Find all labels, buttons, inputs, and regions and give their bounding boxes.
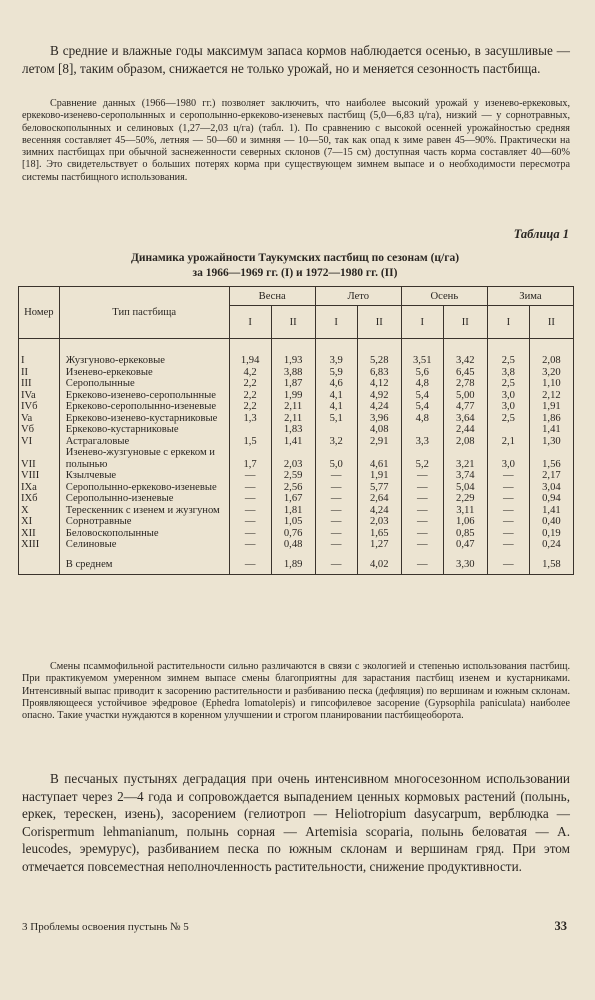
yield-value-cell: 4,08 xyxy=(357,424,401,436)
table-title xyxy=(30,251,560,281)
yield-value-cell: 2,2 xyxy=(229,378,271,390)
row-number: XI xyxy=(19,516,60,528)
yield-table xyxy=(18,286,574,575)
pasture-type-cell: Беловоскополынные xyxy=(59,528,229,540)
yield-value-cell: — xyxy=(401,551,443,575)
pasture-type-cell: Серополынно-изеневые xyxy=(59,493,229,505)
yield-value-cell: 0,40 xyxy=(529,516,573,528)
yield-value-cell: — xyxy=(229,470,271,482)
yield-value-cell: 0,24 xyxy=(529,539,573,551)
header-season-summer: Лето xyxy=(315,287,401,306)
yield-value-cell: 1,91 xyxy=(529,401,573,413)
yield-value-cell: 1,86 xyxy=(529,413,573,425)
yield-value-cell: 2,91 xyxy=(357,436,401,448)
yield-value-cell: — xyxy=(401,493,443,505)
yield-value-cell: 2,08 xyxy=(529,339,573,367)
yield-value-cell: 2,03 xyxy=(357,516,401,528)
pasture-type-cell: Изенево-еркековые xyxy=(59,367,229,379)
header-period: I xyxy=(315,306,357,339)
yield-value-cell: 5,77 xyxy=(357,482,401,494)
table-title-line2: за 1966—1969 гг. (I) и 1972—1980 гг. (II) xyxy=(192,267,398,279)
yield-value-cell: 3,04 xyxy=(529,482,573,494)
yield-value-cell: 1,58 xyxy=(529,551,573,575)
yield-value-cell: 0,19 xyxy=(529,528,573,540)
row-number: III xyxy=(19,378,60,390)
yield-value-cell: 1,41 xyxy=(271,436,315,448)
yield-value-cell: 1,10 xyxy=(529,378,573,390)
yield-value-cell: 1,27 xyxy=(357,539,401,551)
yield-value-cell: 1,87 xyxy=(271,378,315,390)
yield-value-cell: 1,06 xyxy=(443,516,487,528)
pasture-type-cell: Изенево-жузгуновые с еркеком и полынью xyxy=(59,447,229,470)
table-row xyxy=(19,436,574,448)
pasture-type-cell: Кзылчевые xyxy=(59,470,229,482)
header-period: II xyxy=(271,306,315,339)
page-number: 33 xyxy=(554,919,567,933)
yield-value-cell: — xyxy=(401,505,443,517)
yield-value-cell: 3,42 xyxy=(443,339,487,367)
row-number: VI xyxy=(19,436,60,448)
table-row xyxy=(19,482,574,494)
row-number: VII xyxy=(19,447,60,470)
yield-value-cell: 5,28 xyxy=(357,339,401,367)
yield-value-cell: — xyxy=(487,470,529,482)
header-period: II xyxy=(529,306,573,339)
row-number: XIII xyxy=(19,539,60,551)
row-number: IVa xyxy=(19,390,60,402)
yield-value-cell: 1,3 xyxy=(229,413,271,425)
yield-value-cell: 2,2 xyxy=(229,390,271,402)
yield-value-cell: 1,65 xyxy=(357,528,401,540)
yield-value-cell: — xyxy=(487,551,529,575)
pasture-type-cell: Терескенник с изенем и жузгуном xyxy=(59,505,229,517)
yield-value-cell: 4,6 xyxy=(315,378,357,390)
yield-value-cell xyxy=(401,424,443,436)
yield-value-cell: — xyxy=(401,516,443,528)
yield-value-cell: 3,9 xyxy=(315,339,357,367)
yield-value-cell: — xyxy=(401,539,443,551)
yield-value-cell: 2,56 xyxy=(271,482,315,494)
header-period: I xyxy=(487,306,529,339)
yield-value-cell: — xyxy=(487,539,529,551)
pasture-type-cell: Еркеково-кустарниковые xyxy=(59,424,229,436)
yield-value-cell: 4,24 xyxy=(357,505,401,517)
paragraph-seasonality: В средние и влажные годы максимум запаса кормов наблюдается осенью, в засушливые — летом [8], таким образом, снижается не только урожай, но и меняется сезонность пастбища. xyxy=(22,43,570,76)
table-row xyxy=(19,339,574,367)
pasture-type-cell: Серополынно-еркеково-изеневые xyxy=(59,482,229,494)
yield-value-cell: 4,02 xyxy=(357,551,401,575)
yield-value-cell: 3,0 xyxy=(487,401,529,413)
yield-value-cell: — xyxy=(315,528,357,540)
yield-value-cell: 1,83 xyxy=(271,424,315,436)
yield-value-cell: 3,0 xyxy=(487,447,529,470)
yield-value-cell: — xyxy=(229,516,271,528)
yield-value-cell: 2,78 xyxy=(443,378,487,390)
header-period: II xyxy=(443,306,487,339)
header-period: II xyxy=(357,306,401,339)
yield-value-cell: 3,74 xyxy=(443,470,487,482)
table-row xyxy=(19,401,574,413)
yield-value-cell: 3,88 xyxy=(271,367,315,379)
yield-value-cell: 3,64 xyxy=(443,413,487,425)
pasture-type-cell: Еркеково-серополынно-изеневые xyxy=(59,401,229,413)
table-row xyxy=(19,505,574,517)
yield-value-cell: 2,29 xyxy=(443,493,487,505)
yield-value-cell xyxy=(229,424,271,436)
yield-value-cell: 1,5 xyxy=(229,436,271,448)
pasture-type-cell: В среднем xyxy=(59,551,229,575)
yield-value-cell: — xyxy=(487,505,529,517)
yield-value-cell: 1,91 xyxy=(357,470,401,482)
row-number: XII xyxy=(19,528,60,540)
yield-value-cell: — xyxy=(315,516,357,528)
row-number: VIII xyxy=(19,470,60,482)
table-row xyxy=(19,367,574,379)
yield-value-cell: 0,94 xyxy=(529,493,573,505)
table-row xyxy=(19,528,574,540)
yield-value-cell: 4,77 xyxy=(443,401,487,413)
yield-value-cell: — xyxy=(401,528,443,540)
header-number: Номер xyxy=(19,287,60,339)
yield-value-cell: 3,20 xyxy=(529,367,573,379)
header-period: I xyxy=(401,306,443,339)
yield-value-cell: 1,89 xyxy=(271,551,315,575)
paragraph-yield-comparison: Сравнение данных (1966—1980 гг.) позволяет заключить, что наиболее высокий урожай у изенево-еркековых, еркеково-изенево-серополынных и серополынно-еркеково-изеневых пастбищ (5,0—6,83 ц/га), низкий — у сорнотравных, беловоскополынных и селиновых (1,27—2,03 ц/га) (табл. 1). По сравнению с высокой осенней урожайностью средняя весенняя составляет 45—50%, летняя — 50—60 и зимняя — 10—50, так как опад к зиме равен 45—90%. Практически на зимних пастбищах при обычной заснеженности северных склонов (7—15 см) доступная часть корма составляет 40—60% [18]. Это свидетельствует о больших потерях корма при существующем зимнем выпасе и о необходимости пересмотра системы пастбищного использования. xyxy=(22,98,570,183)
yield-value-cell: 6,45 xyxy=(443,367,487,379)
header-season-spring: Весна xyxy=(229,287,315,306)
row-number: Va xyxy=(19,413,60,425)
yield-value-cell: 2,5 xyxy=(487,339,529,367)
table-label: Таблица 1 xyxy=(513,227,569,241)
table-row xyxy=(19,493,574,505)
yield-value-cell: 0,85 xyxy=(443,528,487,540)
yield-value-cell: — xyxy=(229,539,271,551)
row-number: IXa xyxy=(19,482,60,494)
yield-value-cell: 5,6 xyxy=(401,367,443,379)
yield-value-cell: 4,92 xyxy=(357,390,401,402)
yield-value-cell: — xyxy=(229,493,271,505)
table-row xyxy=(19,413,574,425)
yield-value-cell: 0,47 xyxy=(443,539,487,551)
yield-value-cell: — xyxy=(315,493,357,505)
yield-value-cell: — xyxy=(229,505,271,517)
row-number: IVб xyxy=(19,401,60,413)
yield-value-cell: 2,17 xyxy=(529,470,573,482)
yield-value-cell: — xyxy=(487,493,529,505)
yield-value-cell: — xyxy=(315,505,357,517)
yield-value-cell: — xyxy=(315,470,357,482)
yield-value-cell: — xyxy=(229,551,271,575)
table-header-row-1 xyxy=(19,287,574,306)
yield-value-cell: — xyxy=(315,539,357,551)
header-pasture-type: Тип пастбища xyxy=(59,287,229,339)
yield-value-cell: 5,9 xyxy=(315,367,357,379)
paragraph-degradation: В песчаных пустынях деградация при очень интенсивном многосезонном использовании наступает через 2—4 года и сопровождается выпадением ценных кормовых растений (полынь, еркек, терескен, изень), засорением (гелиотроп — Heliotropium dasycarpum, верблюдка — Corispermum lehmanianum, полынь сорная — Artemisia scoparia, полынь беловатая — A. leucodes, эремурус), разбиванием песка по южным склонам и вершинам гряд. При этом отмечается повсеместная неполночленность растительности, снижение продуктивности. xyxy=(22,771,570,874)
yield-value-cell: 5,4 xyxy=(401,390,443,402)
table-title-line1: Динамика урожайности Таукумских пастбищ по сезонам (ц/га) xyxy=(130,252,460,264)
yield-value-cell: 3,2 xyxy=(315,436,357,448)
yield-value-cell: 0,48 xyxy=(271,539,315,551)
yield-value-cell: 3,51 xyxy=(401,339,443,367)
pasture-type-cell: Серополынные xyxy=(59,378,229,390)
yield-value-cell xyxy=(315,424,357,436)
yield-value-cell: 1,81 xyxy=(271,505,315,517)
yield-value-cell: 0,76 xyxy=(271,528,315,540)
yield-value-cell: 5,04 xyxy=(443,482,487,494)
table-row xyxy=(19,539,574,551)
table-row xyxy=(19,470,574,482)
yield-value-cell: 4,8 xyxy=(401,378,443,390)
header-period: I xyxy=(229,306,271,339)
yield-value-cell: 1,05 xyxy=(271,516,315,528)
yield-value-cell: — xyxy=(401,482,443,494)
row-number: II xyxy=(19,367,60,379)
yield-value-cell: 4,61 xyxy=(357,447,401,470)
table-row xyxy=(19,516,574,528)
yield-value-cell: 2,11 xyxy=(271,413,315,425)
yield-value-cell: 3,30 xyxy=(443,551,487,575)
yield-value-cell: 3,96 xyxy=(357,413,401,425)
yield-value-cell: 1,41 xyxy=(529,505,573,517)
yield-value-cell: 4,2 xyxy=(229,367,271,379)
yield-value-cell: — xyxy=(401,470,443,482)
yield-value-cell: 1,41 xyxy=(529,424,573,436)
header-season-winter: Зима xyxy=(487,287,573,306)
yield-value-cell: 4,8 xyxy=(401,413,443,425)
paragraph-vegetation-changes: Смены псаммофильной растительности сильно различаются в связи с экологией и степенью использования пастбищ. При практикуемом умеренном зимнем выпасе смены благоприятны для зарастания пастбищ изенем и кустарниками. Интенсивный выпас приводит к засорению растительности и разбиванию песка (дефляция) по вершинам и южным склонам. Проявляющееся устойчивое эфедровое (Ephedra lomatolepis) и гипсофилевое засорение (Gypsophila paniculata) наиболее опасно. Такие участки нуждаются в коренном улучшении и строгом планировании пастбищеоборота. xyxy=(22,661,570,722)
yield-value-cell: 2,12 xyxy=(529,390,573,402)
yield-value-cell: 2,64 xyxy=(357,493,401,505)
yield-value-cell: 2,2 xyxy=(229,401,271,413)
yield-value-cell: 3,11 xyxy=(443,505,487,517)
yield-value-cell: — xyxy=(487,516,529,528)
yield-value-cell: 1,56 xyxy=(529,447,573,470)
pasture-type-cell: Еркеково-изенево-кустарниковые xyxy=(59,413,229,425)
yield-value-cell: 3,0 xyxy=(487,390,529,402)
yield-value-cell: — xyxy=(315,482,357,494)
yield-value-cell: 1,99 xyxy=(271,390,315,402)
yield-value-cell: 2,11 xyxy=(271,401,315,413)
header-season-autumn: Осень xyxy=(401,287,487,306)
yield-value-cell: 1,30 xyxy=(529,436,573,448)
table-row-average xyxy=(19,551,574,575)
table-body xyxy=(19,339,574,575)
pasture-type-cell: Жузгуново-еркековые xyxy=(59,339,229,367)
table-row xyxy=(19,378,574,390)
yield-value-cell: 2,5 xyxy=(487,378,529,390)
yield-value-cell: 5,1 xyxy=(315,413,357,425)
pasture-type-cell: Селиновые xyxy=(59,539,229,551)
row-number xyxy=(19,551,60,575)
yield-value-cell: — xyxy=(487,482,529,494)
yield-value-cell: 4,1 xyxy=(315,390,357,402)
yield-value-cell: 3,21 xyxy=(443,447,487,470)
yield-value-cell: 2,03 xyxy=(271,447,315,470)
yield-value-cell: 1,93 xyxy=(271,339,315,367)
table-row xyxy=(19,424,574,436)
yield-value-cell: 5,2 xyxy=(401,447,443,470)
yield-value-cell: 5,4 xyxy=(401,401,443,413)
pasture-type-cell: Еркеково-изенево-серополынные xyxy=(59,390,229,402)
yield-value-cell: 3,3 xyxy=(401,436,443,448)
yield-value-cell: — xyxy=(229,528,271,540)
yield-value-cell: 1,7 xyxy=(229,447,271,470)
row-number: X xyxy=(19,505,60,517)
yield-value-cell: 1,67 xyxy=(271,493,315,505)
yield-value-cell: — xyxy=(315,551,357,575)
pasture-type-cell: Астрагаловые xyxy=(59,436,229,448)
yield-value-cell: 2,5 xyxy=(487,413,529,425)
yield-value-cell: 4,1 xyxy=(315,401,357,413)
yield-value-cell: 1,94 xyxy=(229,339,271,367)
yield-value-cell: 3,8 xyxy=(487,367,529,379)
yield-value-cell: 2,44 xyxy=(443,424,487,436)
yield-value-cell: 2,59 xyxy=(271,470,315,482)
yield-value-cell xyxy=(487,424,529,436)
row-number: IXб xyxy=(19,493,60,505)
yield-value-cell: 2,08 xyxy=(443,436,487,448)
row-number: I xyxy=(19,339,60,367)
yield-value-cell: 5,0 xyxy=(315,447,357,470)
table-row xyxy=(19,390,574,402)
yield-value-cell: — xyxy=(487,528,529,540)
row-number: Vб xyxy=(19,424,60,436)
footer-journal: 3 Проблемы освоения пустынь № 5 xyxy=(22,921,189,933)
yield-value-cell: 2,1 xyxy=(487,436,529,448)
yield-value-cell: 4,12 xyxy=(357,378,401,390)
yield-value-cell: — xyxy=(229,482,271,494)
pasture-type-cell: Сорнотравные xyxy=(59,516,229,528)
table-row xyxy=(19,447,574,470)
yield-value-cell: 5,00 xyxy=(443,390,487,402)
yield-value-cell: 6,83 xyxy=(357,367,401,379)
yield-value-cell: 4,24 xyxy=(357,401,401,413)
